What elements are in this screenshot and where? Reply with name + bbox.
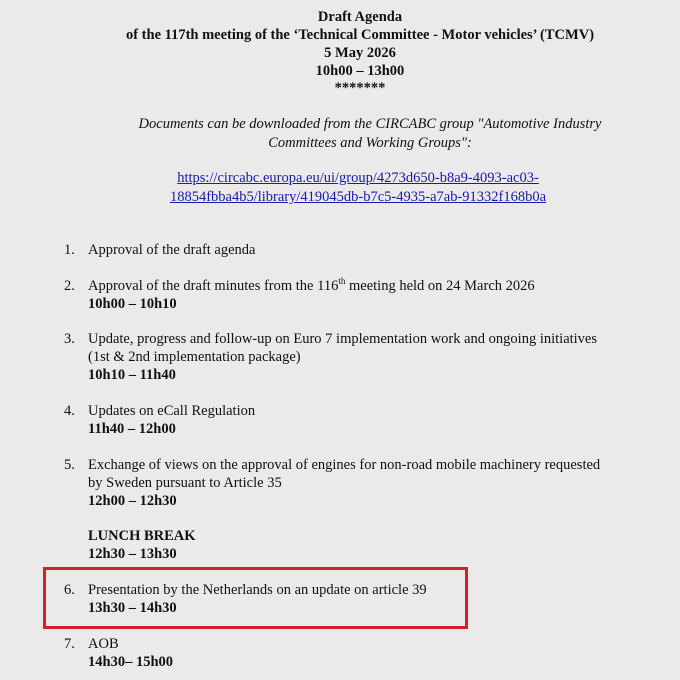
- item-number: 2.: [64, 278, 75, 294]
- meeting-date: 5 May 2026: [324, 45, 396, 61]
- item-number: 3.: [64, 331, 75, 347]
- item-text: [88, 402, 658, 438]
- item-time: 12h00 – 12h30: [88, 493, 177, 509]
- item-time: 10h00 – 10h10: [88, 296, 177, 312]
- item-number: 5.: [64, 457, 75, 473]
- item-number: 6.: [64, 582, 75, 598]
- circabc-link-line-1[interactable]: https://circabc.europa.eu/ui/group/4273d650-b8a9-4093-ac03-: [177, 170, 539, 186]
- circabc-link-line-2[interactable]: 18854fbba4b5/library/419045db-b7c5-4935-a7ab-91332f168b0a: [169, 189, 547, 205]
- item-number: 1.: [64, 242, 75, 258]
- item-text: [88, 330, 658, 384]
- item-number: 7.: [64, 636, 75, 652]
- item-text-line: by Sweden pursuant to Article 35: [88, 475, 282, 491]
- item-text: [88, 635, 658, 671]
- lunch-break-time: 12h30 – 13h30: [88, 546, 177, 562]
- item-text-line: Updates on eCall Regulation: [88, 403, 256, 419]
- intro-line-2: Committees and Working Groups":: [268, 135, 472, 151]
- meeting-time: 10h00 – 13h00: [315, 63, 405, 79]
- item-text: [88, 456, 658, 510]
- highlight-box: [43, 567, 468, 629]
- item-text-part: meeting held on 24 March 2026: [345, 278, 535, 294]
- meeting-line: of the 117th meeting of the ‘Technical Committee - Motor vehicles’ (TCMV): [125, 27, 595, 43]
- item-time: 11h40 – 12h00: [88, 421, 176, 437]
- item-time: 10h10 – 11h40: [88, 367, 176, 383]
- header-separator: *******: [334, 80, 386, 96]
- item-number: 4.: [64, 403, 75, 419]
- item-text-line: AOB: [88, 636, 119, 652]
- item-text-part: Approval of the draft minutes from the 116: [88, 278, 339, 294]
- intro-line-1: Documents can be downloaded from the CIRCABC group "Automotive Industry: [138, 116, 602, 132]
- item-text-line: Presentation by the Netherlands on an update on article 39: [88, 582, 427, 598]
- agenda-title: Draft Agenda: [317, 9, 403, 25]
- item-text: Approval of the draft agenda: [88, 242, 256, 258]
- ordinal-suffix: th: [338, 276, 346, 287]
- item-text-line: (1st & 2nd implementation package): [88, 349, 301, 365]
- item-time: 14h30– 15h00: [88, 654, 174, 670]
- lunch-break-label: LUNCH BREAK: [88, 528, 196, 544]
- item-text-line: Update, progress and follow-up on Euro 7 implementation work and ongoing initiatives: [88, 331, 598, 347]
- item-time: 13h30 – 14h30: [88, 600, 177, 616]
- item-text: [88, 277, 658, 313]
- item-text-line: Exchange of views on the approval of engines for non-road mobile machinery requested: [88, 457, 601, 473]
